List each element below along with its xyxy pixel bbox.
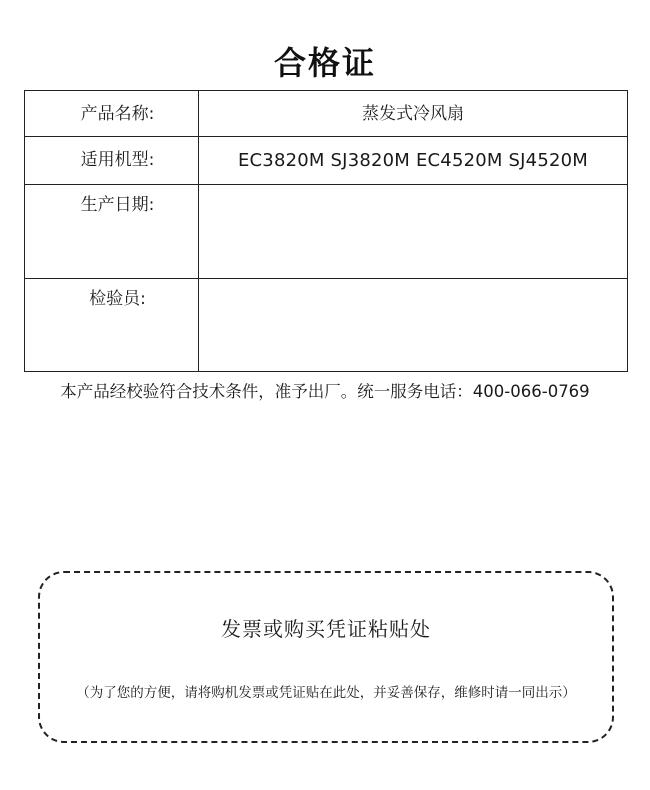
invoice-area-title: 发票或购买凭证粘贴处	[221, 617, 431, 641]
certification-statement: 本产品经校验符合技术条件，准予出厂。统一服务电话：400-066-0769	[60, 382, 590, 401]
product-name-label-text: 产品名称:	[80, 104, 155, 124]
document-title: 合格证	[273, 44, 376, 82]
applicable-models-label	[25, 137, 199, 184]
table-row-inspector	[25, 279, 627, 371]
certificate-table	[24, 90, 628, 372]
production-date-value	[199, 185, 627, 278]
product-name-label	[25, 91, 199, 136]
inspector-label-text: 检验员:	[89, 289, 146, 309]
inspector-value	[199, 279, 627, 371]
applicable-models-value: EC3820M SJ3820M EC4520M SJ4520M	[237, 150, 589, 171]
table-row-product-name	[25, 91, 627, 137]
table-row-production-date	[25, 185, 627, 279]
product-name-value: 蒸发式冷风扇	[362, 104, 464, 124]
production-date-label-text: 生产日期:	[80, 195, 155, 215]
table-row-applicable-models	[25, 137, 627, 185]
invoice-paste-area	[38, 571, 614, 743]
invoice-area-note: （为了您的方便，请将购机发票或凭证贴在此处，并妥善保存，维修时请一同出示）	[76, 685, 576, 701]
production-date-label	[25, 185, 199, 278]
applicable-models-label-text: 适用机型:	[80, 150, 155, 170]
inspector-label	[25, 279, 199, 371]
